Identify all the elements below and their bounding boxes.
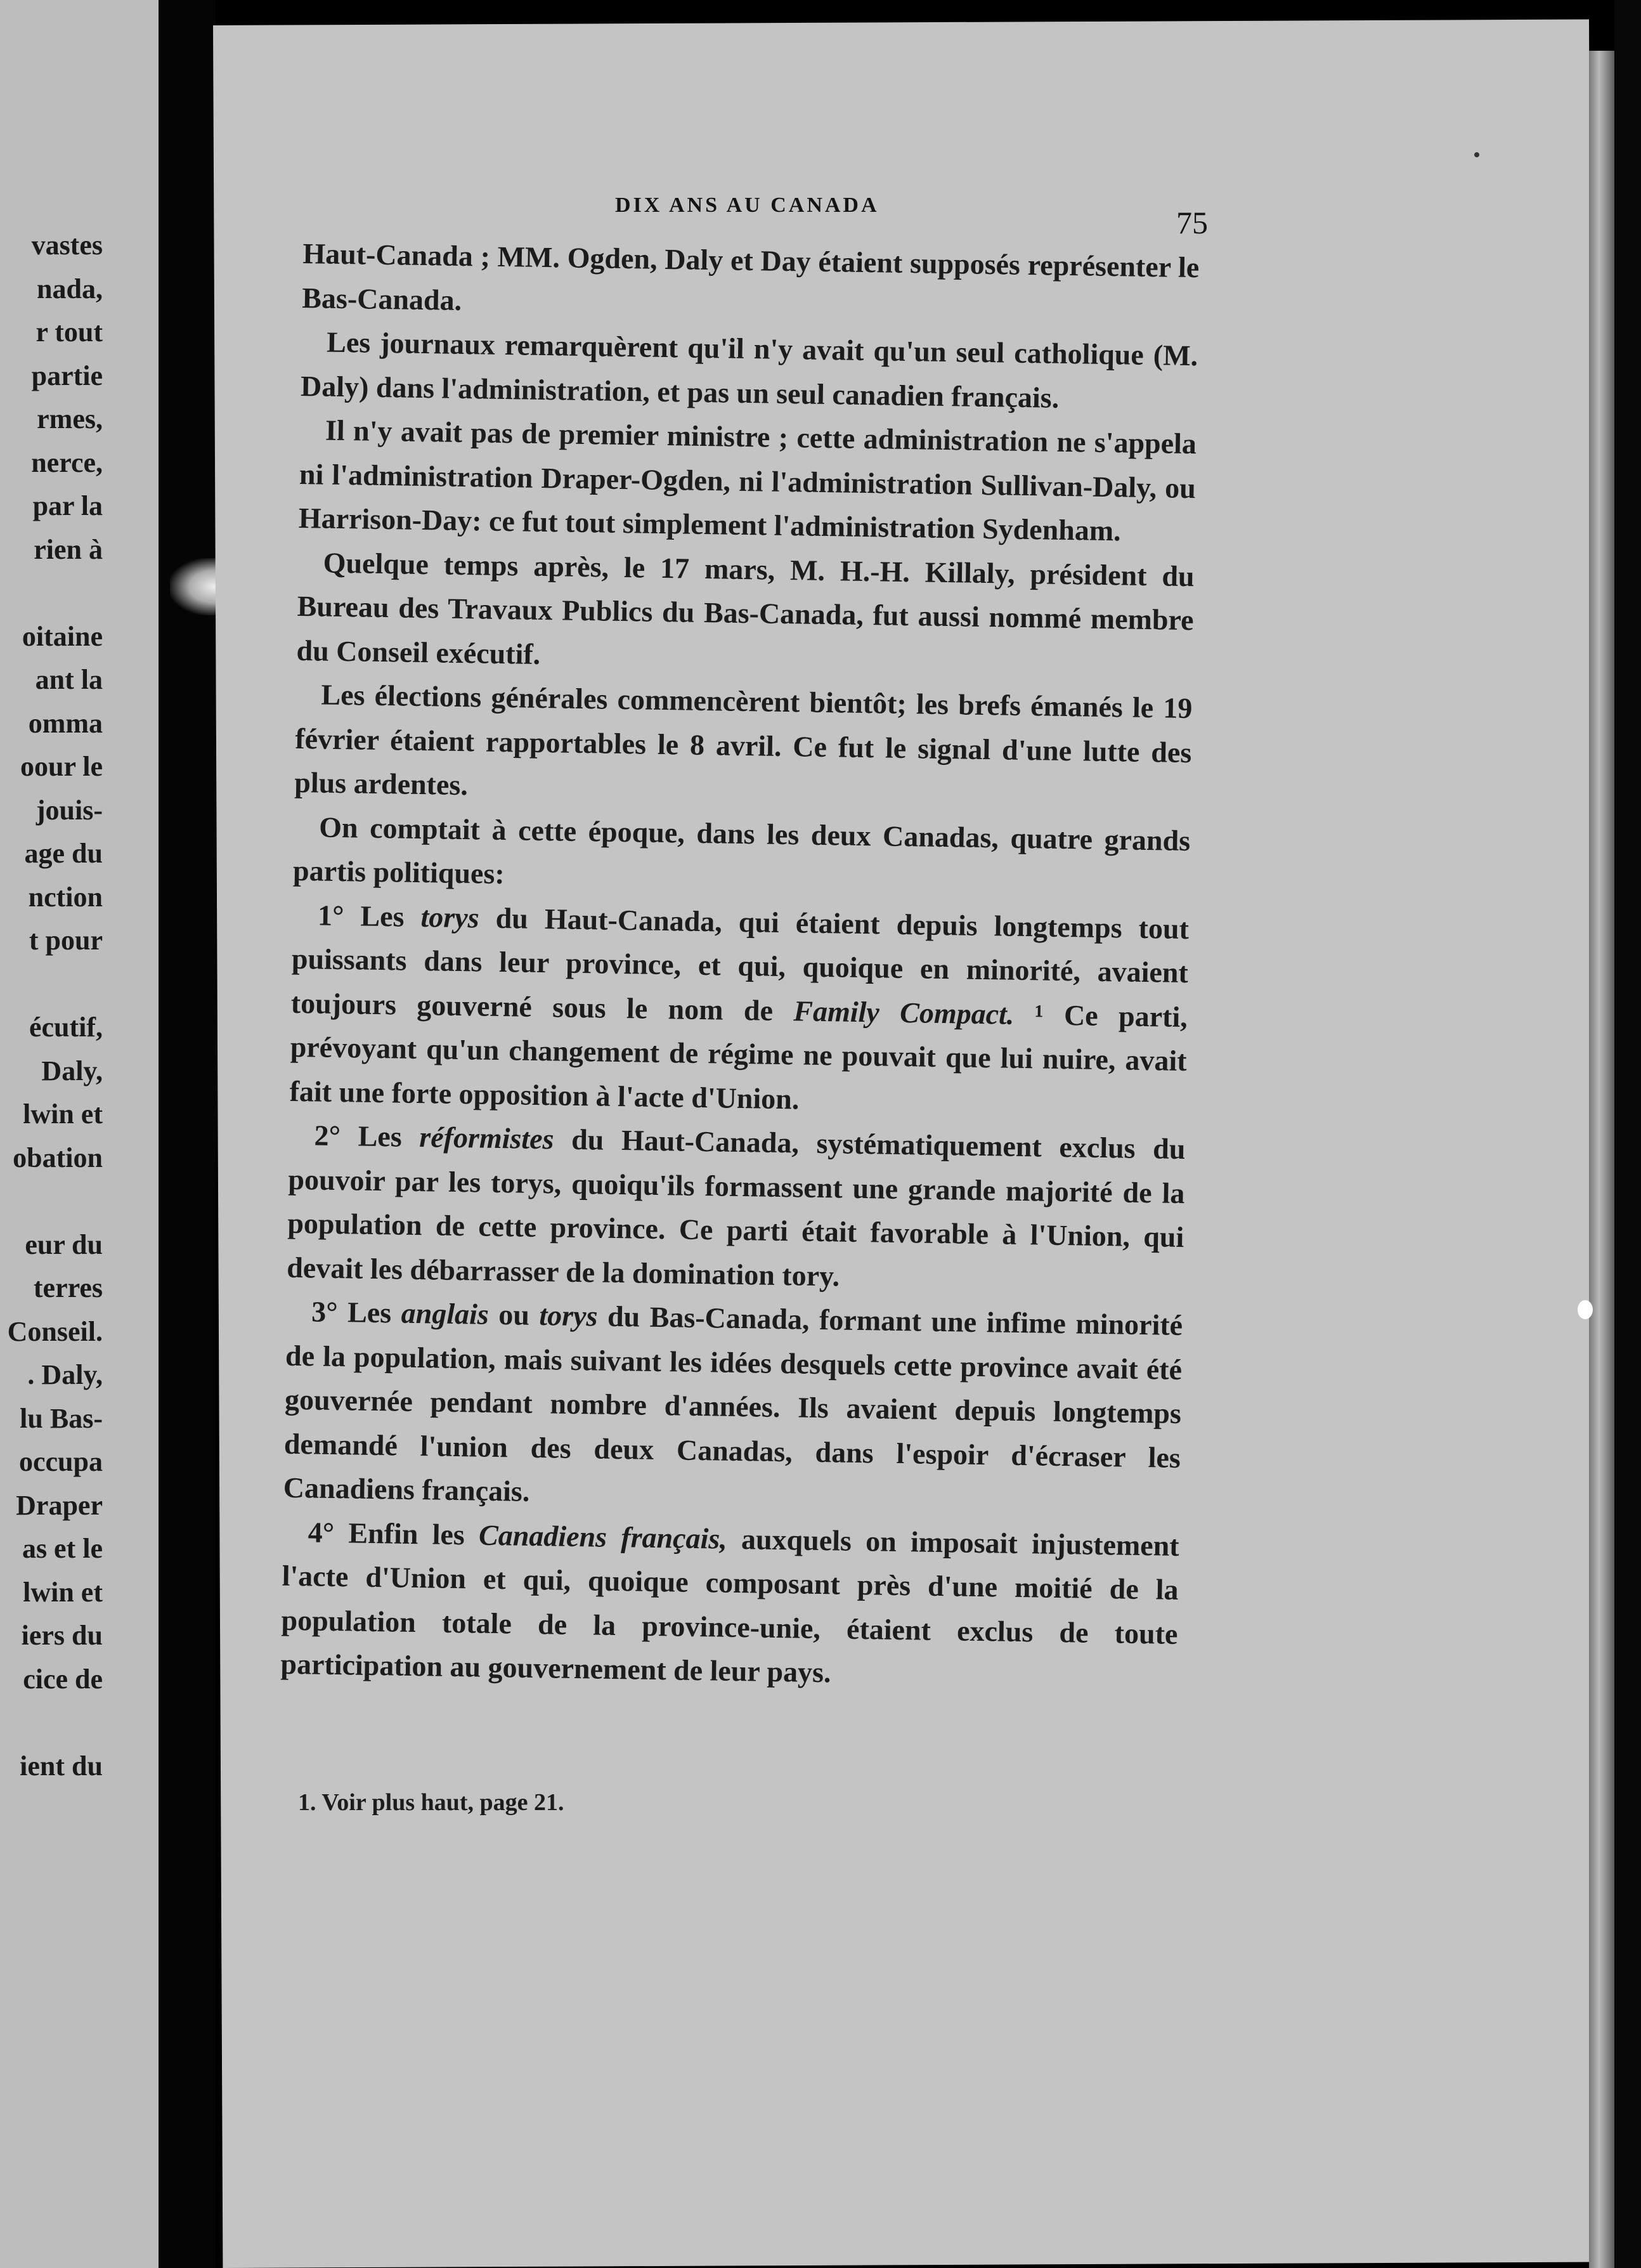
left-page-line: oitaine: [22, 620, 103, 652]
left-page-line: occupa: [19, 1446, 103, 1477]
running-head: DIX ANS AU CANADA: [615, 193, 879, 217]
left-page-line: rien à: [34, 533, 103, 565]
paragraph-5: Les élections générales commencèrent bientôt; les brefs émanés le 19 février étaient rapportables le 8 avril. Ce fut le signal d'une lutte des plus ardentes.: [294, 678, 1193, 802]
italic-run: réformistes: [419, 1121, 554, 1156]
left-page-line: nada,: [37, 273, 103, 304]
text-run: du Haut-Canada, systématiquement exclus du pouvoir par les torys, quoiqu'ils formassent une grande majorité de la population de cette province. Ce parti était favorable à l'Union, qui devait les débarrasser de la domination tory.: [286, 1123, 1186, 1292]
left-page-line: rmes,: [37, 403, 103, 434]
left-facing-page: [0, 0, 159, 2268]
left-page-line: lwin et: [23, 1098, 103, 1130]
dust-speck: [1474, 152, 1479, 157]
text-run: ¹ Ce parti, prévoyant qu'un changement de régime ne pouvait que lui nuire, avait fait une forte opposition à l'acte d'Union.: [289, 998, 1188, 1115]
left-page-line: ant la: [35, 664, 103, 695]
body-text: [280, 231, 1200, 1700]
left-page-line: cice de: [23, 1663, 103, 1695]
left-page-line: ient du: [20, 1750, 103, 1782]
italic-run: Family Compact.: [793, 994, 1015, 1031]
left-page-line: eur du: [25, 1228, 103, 1260]
left-page-line: t pour: [29, 925, 103, 956]
left-page-line: Draper: [16, 1489, 103, 1521]
text-run: auxquels on imposait injustement l'acte d'Union et qui, quoique composant près d'une moitié de la population totale de la province-unie, étaient exclus de toute participation au gouvernement de leur pays.: [280, 1522, 1180, 1689]
left-page-line: oour le: [20, 751, 103, 782]
paragraph-8: [287, 1113, 1186, 1303]
text-run: 3° Les: [311, 1295, 402, 1329]
paragraph-7: [289, 892, 1189, 1127]
text-run: ou: [488, 1298, 540, 1332]
left-page-line: partie: [31, 360, 103, 391]
binding-gutter: [159, 0, 216, 2268]
left-page-line: jouis-: [36, 794, 103, 826]
paragraph-6: On comptait à cette époque, dans les deux Canadas, quatre grands partis politiques:: [292, 811, 1191, 890]
left-page-line: lwin et: [23, 1576, 103, 1608]
italic-run: anglais: [401, 1296, 490, 1331]
italic-run: torys: [539, 1299, 598, 1333]
left-page-line: nction: [28, 881, 103, 913]
paragraph-10: [280, 1509, 1179, 1700]
italic-run: Canadiens français,: [478, 1518, 728, 1555]
left-page-line: vastes: [31, 230, 103, 261]
paragraph-1: Haut-Canada ; MM. Ogden, Daly et Day étaient supposés représenter le Bas-Canada.: [301, 237, 1200, 316]
left-page-line: lu Bas-: [20, 1402, 103, 1434]
paragraph-4: Quelque temps après, le 17 mars, M. H.-H. Killaly, président du Bureau des Travaux Publics du Bas-Canada, fut aussi nommé membre du Conseil exécutif.: [296, 546, 1195, 670]
left-page-line: as et le: [22, 1533, 103, 1564]
left-page-line: omma: [28, 707, 103, 739]
left-page-line: obation: [13, 1142, 103, 1173]
paragraph-2: Les journaux remarquèrent qu'il n'y avait qu'un seul catholique (M. Daly) dans l'administration, et pas un seul canadien français.: [300, 325, 1198, 414]
page-edge: [1589, 51, 1614, 2268]
paragraph-3: Il n'y avait pas de premier ministre ; cette administration ne s'appela ni l'administration Draper-Ogden, ni l'administration Sullivan-Daly, ou Harrison-Day: ce fut tout simplement l'administration Sydenham.: [298, 414, 1197, 547]
text-run: 2° Les: [314, 1119, 420, 1154]
text-run: du Bas-Canada, formant une infime minorité de la population, mais suivant les idées desquels cette province avait été gouvernée pendant nombre d'années. Ils avaient depuis longtemps demandé l'union des deux Canadas, dans l'espoir d'écraser les Canadiens français.: [283, 1300, 1183, 1508]
left-page-line: . Daly,: [27, 1359, 103, 1390]
left-page-line: Conseil.: [7, 1315, 103, 1347]
italic-run: torys: [420, 900, 480, 934]
left-page-line: iers du: [21, 1620, 103, 1651]
left-page-line: terres: [33, 1272, 103, 1303]
left-page-line: écutif,: [29, 1012, 103, 1043]
footnote: 1. Voir plus haut, page 21.: [298, 1789, 564, 1816]
text-run: du Haut-Canada, qui étaient depuis longtemps tout puissants dans leur province, et qui, quoique en minorité, avaient toujours gouverné sous le nom de: [290, 901, 1190, 1027]
text-run: 1° Les: [317, 898, 422, 933]
left-page-line: par la: [32, 490, 103, 521]
scan-border: [1614, 0, 1641, 2268]
left-page-line: nerce,: [31, 446, 103, 478]
left-page-line: age du: [24, 838, 103, 869]
paragraph-9: [283, 1289, 1183, 1524]
text-run: 4° Enfin les: [308, 1515, 479, 1551]
left-page-line: r tout: [36, 316, 103, 348]
page-number: 75: [1176, 205, 1208, 240]
dust-speck: [1578, 1300, 1593, 1319]
left-page-line: Daly,: [41, 1055, 103, 1086]
